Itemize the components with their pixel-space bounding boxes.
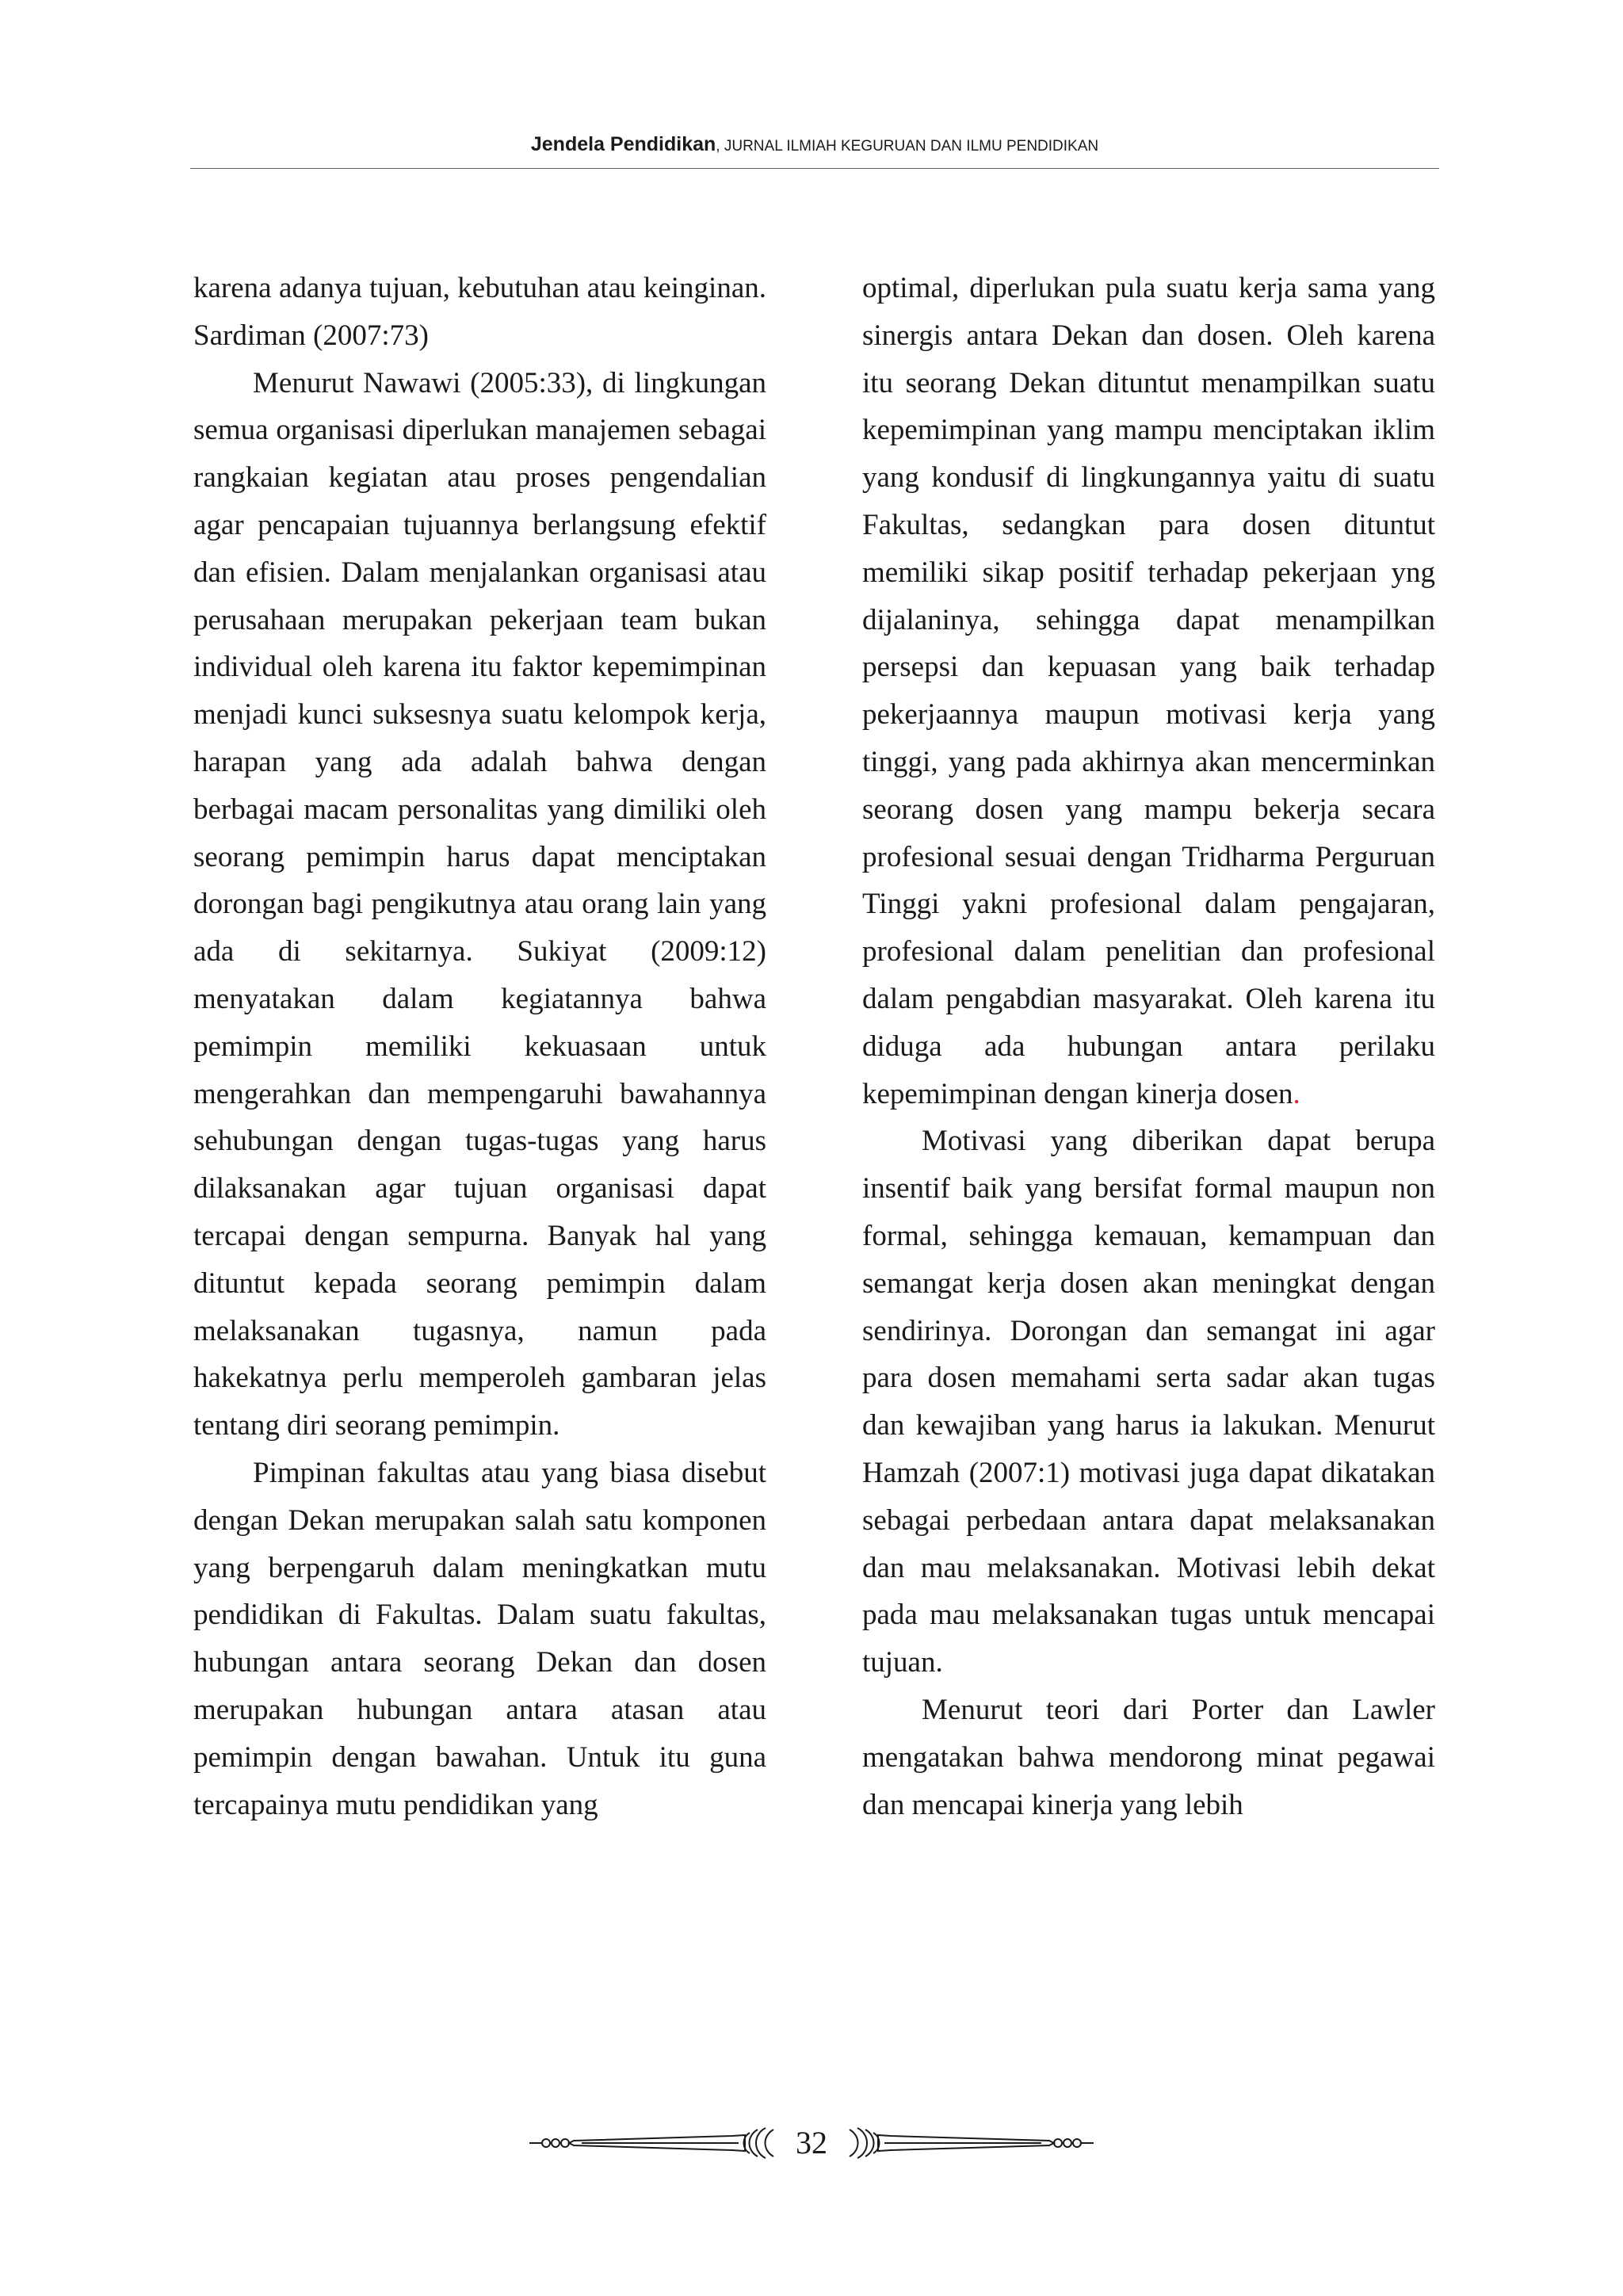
journal-name: Jendela Pendidikan (530, 133, 716, 155)
page-number: 32 (796, 2125, 827, 2160)
left-paragraph-2: Menurut Nawawi (2005:33), di lingkungan semua organisasi diperlukan manajemen sebagai rangkaian kegiatan atau proses pengendalian agar pencapaian tujuannya berlangsung efektif dan efisien. Dalam menjalankan organisasi atau perusahaan merupakan pekerjaan team bukan individual oleh karena itu faktor kepemimpinan menjadi kunci suksesnya suatu kelompok kerja, harapan yang ada adalah bahwa dengan berbagai macam personalitas yang dimiliki oleh seorang pemimpin harus dapat menciptakan dorongan bagi pengikutnya atau orang lain yang ada di sekitarnya. Sukiyat (2009:12) menyatakan dalam kegiatannya bahwa pemimpin memiliki kekuasaan untuk mengerahkan dan mempengaruhi bawahannya sehubungan dengan tugas-tugas yang harus dilaksanakan agar tujuan organisasi dapat tercapai dengan sempurna. Banyak hal yang dituntut kepada seorang pemimpin dalam melaksanakan tugasnya, namun pada hakekatnya perlu memperoleh gambaran jelas tentang diri seorang pemimpin. (193, 366, 766, 1442)
left-paragraph-1: karena adanya tujuan, kebutuhan atau keinginan. Sardiman (2007:73) (193, 272, 766, 352)
journal-subtitle: , JURNAL ILMIAH KEGURUAN DAN ILMU PENDIDIKAN (716, 138, 1099, 155)
left-paragraph-3: Pimpinan fakultas atau yang biasa disebut dengan Dekan merupakan salah satu komponen yang berpengaruh dalam meningkatkan mutu pendidikan di Fakultas. Dalam suatu fakultas, hubungan antara seorang Dekan dan dosen merupakan hubungan antara atasan atau pemimpin dengan bawahan. Untuk itu guna tercapainya mutu pendidikan yang (193, 1456, 766, 1821)
right-paragraph-1-text: optimal, diperlukan pula suatu kerja sama yang sinergis antara Dekan dan dosen. Oleh karena itu seorang Dekan dituntut menampilkan suatu kepemimpinan yang mampu menciptakan iklim yang kondusif di lingkungannya yaitu di suatu Fakultas, sedangkan para dosen dituntut memiliki sikap positif terhadap pekerjaan yng dijalaninya, sehingga dapat menampilkan persepsi dan kepuasan yang baik terhadap pekerjaannya maupun motivasi kerja yang tinggi, yang pada akhirnya akan mencerminkan seorang dosen yang mampu bekerja secara profesional sesuai dengan Tridharma Perguruan Tinggi yakni profesional dalam pengajaran, profesional dalam penelitian dan profesional dalam pengabdian masyarakat. Oleh karena itu diduga ada hubungan antara perilaku kepemimpinan dengan kinerja dosen (862, 272, 1435, 1110)
right-paragraph-1 (862, 265, 1435, 1117)
right-paragraph-3: Menurut teori dari Porter dan Lawler mengatakan bahwa mendorong minat pegawai dan mencapai kinerja yang lebih (862, 1693, 1435, 1821)
right-paragraph-2: Motivasi yang diberikan dapat berupa insentif baik yang bersifat formal maupun non formal, sehingga kemauan, kemampuan dan semangat kerja dosen akan meningkat dengan sendirinya. Dorongan dan semangat ini agar para dosen memahami serta sadar akan tugas dan kewajiban yang harus ia lakukan. Menurut Hamzah (2007:1) motivasi juga dapat dikatakan sebagai perbedaan antara dapat melaksanakan dan mau melaksanakan. Motivasi lebih dekat pada mau melaksanakan tugas untuk mencapai tujuan. (862, 1125, 1435, 1679)
page-footer (526, 2122, 1097, 2164)
left-column (193, 265, 766, 1828)
right-column (862, 265, 1435, 1828)
right-paragraph-1-end: . (1293, 1077, 1300, 1110)
running-header (190, 133, 1439, 156)
header-rule (190, 168, 1439, 169)
